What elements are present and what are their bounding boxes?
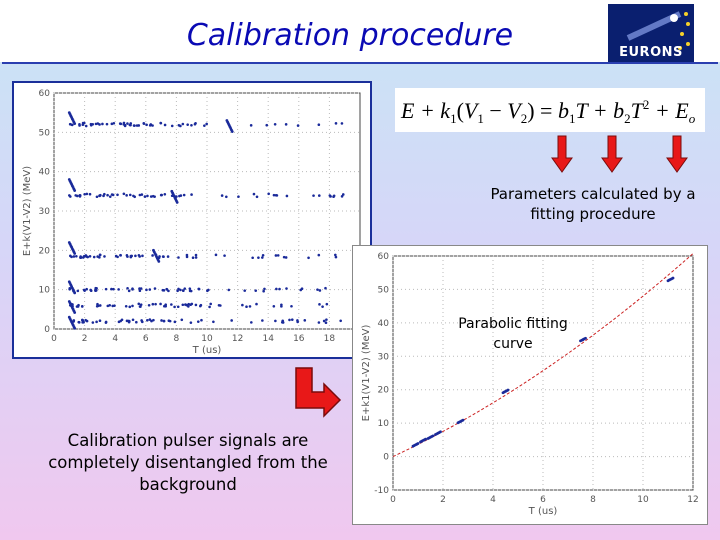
x-tick-label: 12 (231, 334, 244, 344)
y-tick-label: 10 (377, 419, 389, 430)
y-axis-label: E+k1(V1-V2) (MeV) (361, 324, 372, 422)
x-tick-label: 6 (540, 495, 546, 505)
x-tick-label: 2 (440, 495, 446, 505)
fit-plot-chart (353, 246, 707, 524)
data-point (507, 389, 510, 392)
x-axis-label: T (us) (528, 506, 558, 517)
x-tick-label: 8 (173, 334, 180, 344)
y-tick-label: 0 (44, 325, 50, 335)
y-tick-label: 10 (38, 285, 50, 296)
x-tick-label: 10 (201, 334, 213, 344)
data-point (462, 419, 465, 422)
x-tick-label: 16 (293, 334, 305, 344)
y-tick-label: 20 (38, 246, 50, 257)
data-point (424, 438, 427, 441)
y-tick-label: 60 (38, 89, 50, 99)
x-tick-label: 12 (687, 495, 699, 505)
data-point (417, 442, 420, 445)
arrow-down-icon (667, 136, 687, 172)
slide-title: Calibration procedure (186, 18, 514, 53)
data-point (672, 277, 675, 280)
curved-arrow-icon (296, 368, 340, 416)
data-point (432, 434, 435, 437)
y-tick-label: -10 (374, 486, 389, 496)
data-point (439, 430, 442, 433)
y-axis-label: E+k(V1-V2) (MeV) (22, 165, 33, 257)
y-tick-label: 50 (38, 128, 50, 139)
svg-text:E + k1(V1 − V2) = b1T + b2T2 +: $E + k_1(V_1 - V_2) = b_1T + b_2T^2 + E_o$ (401, 97, 696, 126)
x-tick-label: 2 (81, 334, 88, 344)
x-tick-label: 10 (637, 495, 649, 505)
pulser-caption: Calibration pulser signals are completely disentangled from the background (48, 431, 328, 494)
parabolic-caption: Parabolic fitting curve (458, 316, 568, 352)
x-tick-label: 8 (590, 495, 596, 505)
x-tick-label: 4 (490, 495, 496, 505)
y-tick-label: 30 (38, 207, 50, 217)
y-tick-label: 40 (38, 167, 50, 178)
x-tick-label: 4 (112, 334, 119, 344)
y-tick-label: 0 (383, 452, 389, 463)
y-tick-label: 20 (377, 385, 389, 396)
arrow-down-icon (602, 136, 622, 172)
fit-plot-panel (352, 245, 708, 525)
logo-text: EURONS (619, 45, 683, 60)
y-tick-label: 40 (377, 318, 389, 329)
arrow-down-icon (552, 136, 572, 172)
parameters-caption: Parameters calculated by a fitting procedure (490, 185, 696, 223)
x-axis-label: T (us) (192, 345, 222, 356)
x-tick-label: 14 (262, 334, 274, 344)
y-tick-label: 50 (377, 285, 389, 296)
x-tick-label: 0 (51, 334, 57, 344)
y-tick-label: 60 (377, 252, 389, 262)
y-tick-label: 30 (377, 352, 389, 363)
x-tick-label: 18 (323, 334, 336, 344)
x-tick-label: 6 (142, 334, 149, 344)
x-tick-label: 0 (390, 495, 396, 505)
